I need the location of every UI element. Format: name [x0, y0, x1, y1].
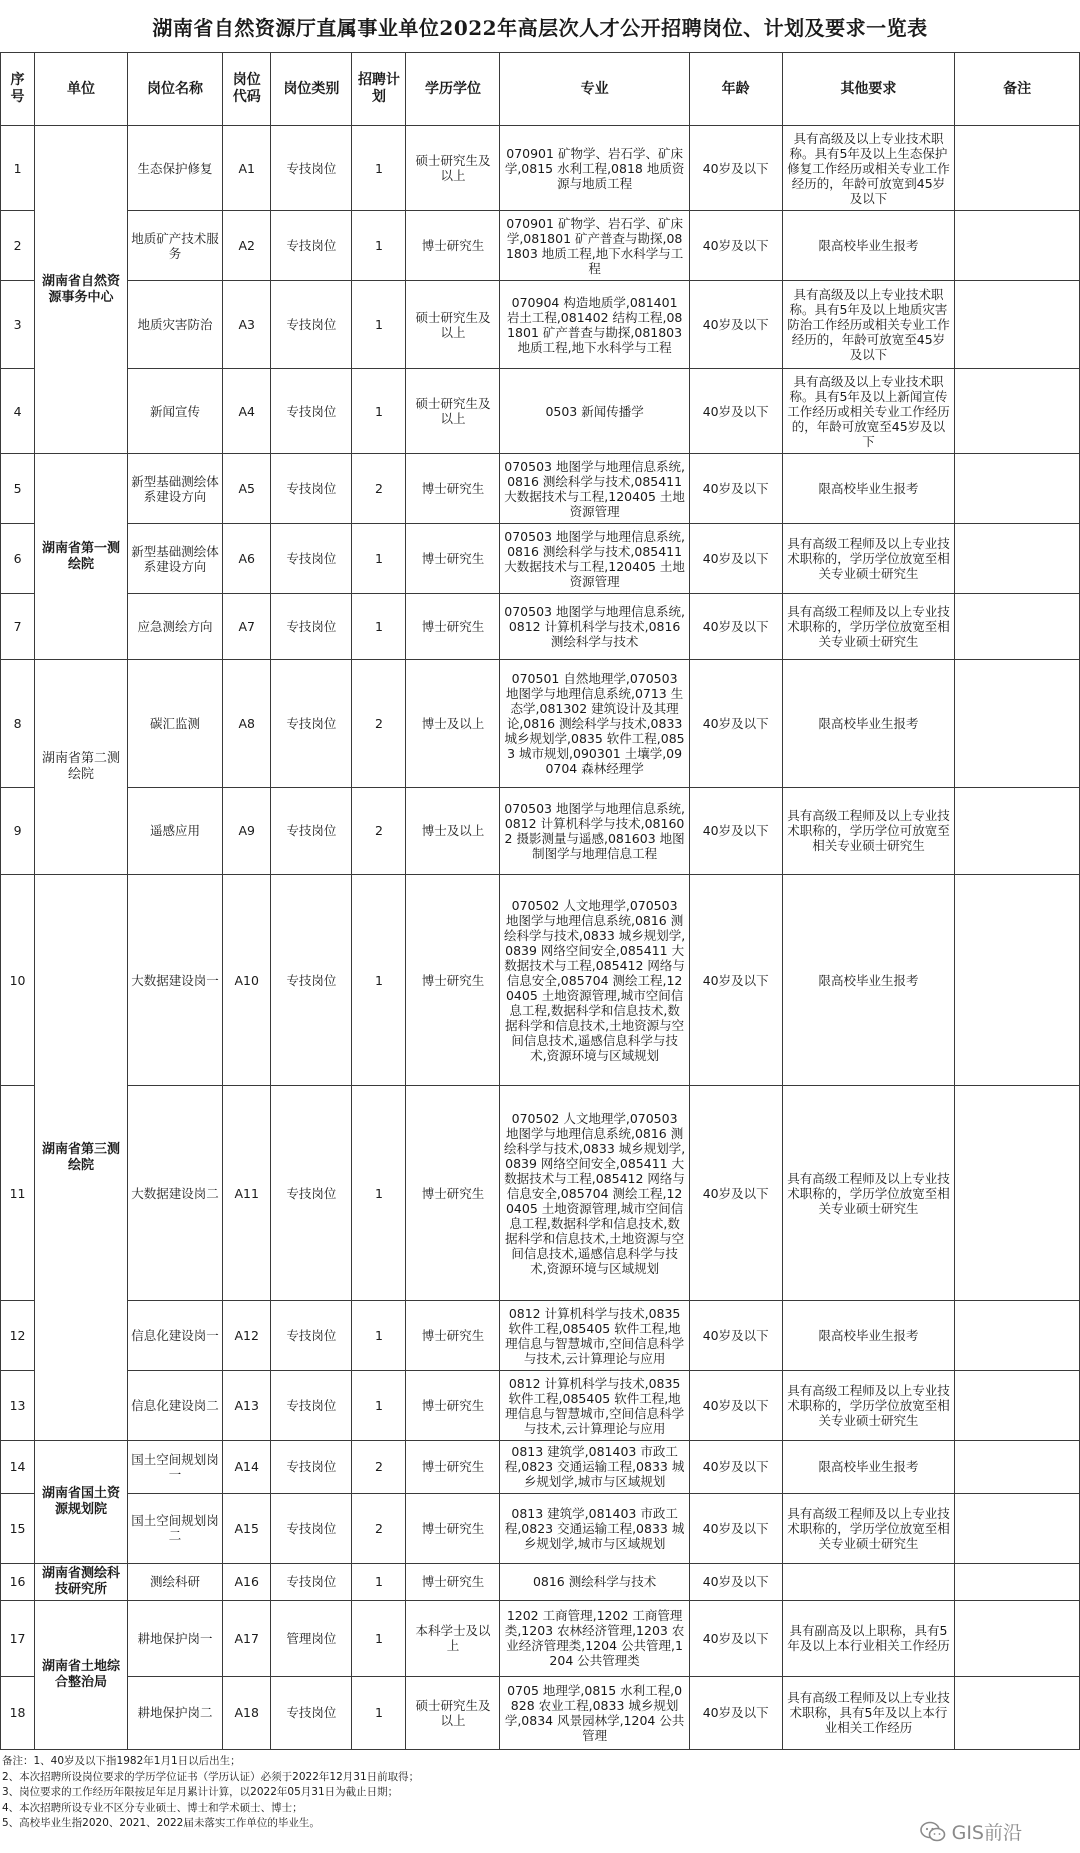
cell-position: 测绘科研: [127, 1563, 222, 1600]
cell-plan: 2: [352, 1493, 406, 1563]
cell-major: 0813 建筑学,081403 市政工程,0823 交通运输工程,0833 城乡规划学,城市与区域规划: [500, 1493, 689, 1563]
header-plan: 招聘计划: [352, 53, 406, 126]
cell-category: 专技岗位: [271, 1676, 352, 1749]
cell-age: 40岁及以下: [689, 594, 782, 660]
table-row: [1, 1301, 1080, 1371]
cell-code: A13: [223, 1371, 271, 1441]
cell-category: 专技岗位: [271, 126, 352, 211]
cell-code: A2: [223, 211, 271, 281]
cell-seq: 12: [1, 1301, 35, 1371]
cell-position: 碳汇监测: [127, 660, 222, 788]
cell-remark: [955, 660, 1080, 788]
cell-position: 大数据建设岗二: [127, 1086, 222, 1301]
cell-seq: 14: [1, 1441, 35, 1493]
cell-age: 40岁及以下: [689, 368, 782, 453]
cell-other: 限高校毕业生报考: [782, 1301, 955, 1371]
page-title: 湖南省自然资源厅直属事业单位2022年高层次人才公开招聘岗位、计划及要求一览表: [152, 15, 928, 40]
cell-degree: 博士研究生: [406, 524, 500, 594]
cell-unit: 湖南省第二测绘院: [35, 660, 128, 875]
cell-other: 具有副高及以上职称，具有5年及以上本行业相关工作经历: [782, 1600, 955, 1676]
cell-remark: [955, 211, 1080, 281]
cell-code: A9: [223, 787, 271, 874]
cell-plan: 1: [352, 1371, 406, 1441]
cell-major: 070901 矿物学、岩石学、矿床学,081801 矿产普查与勘探,081803 地质工程,地下水科学与工程: [500, 211, 689, 281]
cell-position: 信息化建设岗一: [127, 1301, 222, 1371]
cell-major: 070503 地图学与地理信息系统,0812 计算机科学与技术,0816 测绘科学与技术: [500, 594, 689, 660]
cell-code: A4: [223, 368, 271, 453]
cell-position: 地质矿产技术服务: [127, 211, 222, 281]
cell-remark: [955, 368, 1080, 453]
watermark-text: GIS前沿: [951, 1822, 1022, 1844]
cell-code: A12: [223, 1301, 271, 1371]
cell-unit: 湖南省自然资源事务中心: [35, 126, 128, 454]
cell-unit: 湖南省第三测绘院: [35, 875, 128, 1441]
header-row: [1, 53, 1080, 126]
wechat-icon: [920, 1821, 946, 1843]
table-row: [1, 1676, 1080, 1749]
footnote: 4、本次招聘所设专业不区分专业硕士、博士和学术硕士、博士；: [2, 1801, 303, 1814]
cell-degree: 博士研究生: [406, 1301, 500, 1371]
cell-degree: 博士研究生: [406, 1493, 500, 1563]
cell-plan: 2: [352, 660, 406, 788]
cell-remark: [955, 1371, 1080, 1441]
cell-seq: 13: [1, 1371, 35, 1441]
cell-plan: 1: [352, 1301, 406, 1371]
cell-category: 管理岗位: [271, 1600, 352, 1676]
cell-code: A11: [223, 1086, 271, 1301]
cell-remark: [955, 787, 1080, 874]
cell-major: 070503 地图学与地理信息系统,0816 测绘科学与技术,085411 大数据技术与工程,120405 土地资源管理: [500, 524, 689, 594]
cell-degree: 博士研究生: [406, 1371, 500, 1441]
cell-age: 40岁及以下: [689, 1563, 782, 1600]
table-row: [1, 281, 1080, 368]
cell-position: 耕地保护岗二: [127, 1676, 222, 1749]
header-remark: 备注: [955, 53, 1080, 126]
cell-seq: 16: [1, 1563, 35, 1600]
cell-remark: [955, 875, 1080, 1086]
cell-position: 国土空间规划岗一: [127, 1441, 222, 1493]
cell-other: 具有高级及以上专业技术职称。具有5年及以上地质灾害防治工作经历或相关专业工作经历的，年龄可放宽至45岁及以下: [782, 281, 955, 368]
cell-category: 专技岗位: [271, 1441, 352, 1493]
cell-category: 专技岗位: [271, 1563, 352, 1600]
cell-seq: 6: [1, 524, 35, 594]
header-other: 其他要求: [782, 53, 955, 126]
cell-code: A1: [223, 126, 271, 211]
cell-remark: [955, 1493, 1080, 1563]
cell-remark: [955, 1086, 1080, 1301]
cell-degree: 硕士研究生及以上: [406, 281, 500, 368]
cell-category: 专技岗位: [271, 660, 352, 788]
cell-category: 专技岗位: [271, 368, 352, 453]
cell-major: 070502 人文地理学,070503 地图学与地理信息系统,0816 测绘科学与技术,0833 城乡规划学,0839 网络空间安全,085411 大数据技术与工程,085412 网络与信息安全,085704 测绘工程,120405 土地资源管理,城市空间信息工程,数据科学和信息技术,数据科学和信息技术,土地资源与空间信息技术,遥感信息科学与技术,资源环境与区域规划: [500, 875, 689, 1086]
table-row: [1, 1493, 1080, 1563]
cell-code: A8: [223, 660, 271, 788]
table-row: [1, 594, 1080, 660]
footnotes: [2, 1754, 1078, 1832]
cell-seq: 5: [1, 454, 35, 524]
cell-remark: [955, 1600, 1080, 1676]
cell-degree: 硕士研究生及以上: [406, 368, 500, 453]
cell-category: 专技岗位: [271, 524, 352, 594]
cell-age: 40岁及以下: [689, 1493, 782, 1563]
cell-seq: 9: [1, 787, 35, 874]
cell-major: 1202 工商管理,1202 工商管理类,1203 农林经济管理,1203 农业经济管理类,1204 公共管理,1204 公共管理类: [500, 1600, 689, 1676]
cell-major: 070501 自然地理学,070503 地图学与地理信息系统,0713 生态学,081302 建筑设计及其理论,0816 测绘科学与技术,0833 城乡规划学,0835 软件工程,0853 城市规划,090301 土壤学,090704 森林经理学: [500, 660, 689, 788]
cell-remark: [955, 1563, 1080, 1600]
cell-plan: 2: [352, 1441, 406, 1493]
cell-degree: 博士研究生: [406, 211, 500, 281]
cell-unit: 湖南省土地综合整治局: [35, 1600, 128, 1749]
header-seq: 序号: [1, 53, 35, 126]
cell-position: 应急测绘方向: [127, 594, 222, 660]
cell-code: A3: [223, 281, 271, 368]
cell-other: 限高校毕业生报考: [782, 875, 955, 1086]
cell-age: 40岁及以下: [689, 1371, 782, 1441]
cell-other: 具有高级及以上专业技术职称。具有5年及以上生态保护修复工作经历或相关专业工作经历的，年龄可放宽到45岁及以下: [782, 126, 955, 211]
cell-unit: 湖南省国土资源规划院: [35, 1441, 128, 1563]
cell-seq: 17: [1, 1600, 35, 1676]
cell-degree: 博士研究生: [406, 1086, 500, 1301]
cell-other: 具有高级工程师及以上专业技术职称的，学历学位放宽至相关专业硕士研究生: [782, 1371, 955, 1441]
cell-plan: 1: [352, 368, 406, 453]
cell-age: 40岁及以下: [689, 1600, 782, 1676]
header-age: 年龄: [689, 53, 782, 126]
cell-major: 0503 新闻传播学: [500, 368, 689, 453]
cell-category: 专技岗位: [271, 1371, 352, 1441]
cell-plan: 1: [352, 875, 406, 1086]
cell-plan: 1: [352, 281, 406, 368]
cell-degree: 本科学士及以上: [406, 1600, 500, 1676]
cell-other: 具有高级工程师及以上专业技术职称的，学历学位放宽至相关专业硕士研究生: [782, 594, 955, 660]
table-row: [1, 368, 1080, 453]
cell-remark: [955, 1441, 1080, 1493]
table-row: [1, 1086, 1080, 1301]
cell-code: A17: [223, 1600, 271, 1676]
table-row: [1, 1563, 1080, 1600]
footnote: 3、岗位要求的工作经历年限按足年足月累计计算，以2022年05月31日为截止日期；: [2, 1786, 399, 1798]
cell-plan: 2: [352, 787, 406, 874]
cell-age: 40岁及以下: [689, 787, 782, 874]
cell-age: 40岁及以下: [689, 1676, 782, 1749]
cell-category: 专技岗位: [271, 281, 352, 368]
cell-category: 专技岗位: [271, 454, 352, 524]
cell-code: A5: [223, 454, 271, 524]
cell-other: 限高校毕业生报考: [782, 1441, 955, 1493]
cell-other: 具有高级工程师及以上专业技术职称的，学历学位放宽至相关专业硕士研究生: [782, 524, 955, 594]
cell-degree: 硕士研究生及以上: [406, 1676, 500, 1749]
cell-seq: 1: [1, 126, 35, 211]
cell-position: 信息化建设岗二: [127, 1371, 222, 1441]
cell-age: 40岁及以下: [689, 454, 782, 524]
cell-remark: [955, 1301, 1080, 1371]
cell-other: 限高校毕业生报考: [782, 211, 955, 281]
cell-plan: 1: [352, 1676, 406, 1749]
cell-code: A7: [223, 594, 271, 660]
cell-category: 专技岗位: [271, 787, 352, 874]
header-degree: 学历学位: [406, 53, 500, 126]
cell-seq: 4: [1, 368, 35, 453]
cell-degree: 博士研究生: [406, 1441, 500, 1493]
cell-seq: 7: [1, 594, 35, 660]
table-row: [1, 524, 1080, 594]
watermark: [920, 1818, 1022, 1845]
cell-position: 新型基础测绘体系建设方向: [127, 454, 222, 524]
cell-other: 具有高级工程师及以上专业技术职称的，学历学位放宽至相关专业硕士研究生: [782, 1493, 955, 1563]
cell-age: 40岁及以下: [689, 1301, 782, 1371]
cell-position: 国土空间规划岗二: [127, 1493, 222, 1563]
cell-age: 40岁及以下: [689, 1441, 782, 1493]
cell-plan: 1: [352, 126, 406, 211]
cell-plan: 2: [352, 454, 406, 524]
cell-plan: 1: [352, 1600, 406, 1676]
cell-major: 0813 建筑学,081403 市政工程,0823 交通运输工程,0833 城乡规划学,城市与区域规划: [500, 1441, 689, 1493]
cell-seq: 3: [1, 281, 35, 368]
cell-major: 070503 地图学与地理信息系统,0812 计算机科学与技术,081602 摄影测量与遥感,081603 地图制图学与地理信息工程: [500, 787, 689, 874]
cell-age: 40岁及以下: [689, 875, 782, 1086]
cell-major: 0816 测绘科学与技术: [500, 1563, 689, 1600]
cell-age: 40岁及以下: [689, 660, 782, 788]
cell-code: A18: [223, 1676, 271, 1749]
cell-position: 生态保护修复: [127, 126, 222, 211]
cell-code: A6: [223, 524, 271, 594]
cell-major: 070904 构造地质学,081401 岩土工程,081402 结构工程,081801 矿产普查与勘探,081803 地质工程,地下水科学与工程: [500, 281, 689, 368]
cell-major: 070502 人文地理学,070503 地图学与地理信息系统,0816 测绘科学与技术,0833 城乡规划学,0839 网络空间安全,085411 大数据技术与工程,085412 网络与信息安全,085704 测绘工程,120405 土地资源管理,城市空间信息工程,数据科学和信息技术,数据科学和信息技术,土地资源与空间信息技术,遥感信息科学与技术,资源环境与区域规划: [500, 1086, 689, 1301]
table-row: [1, 875, 1080, 1086]
cell-other: 具有高级及以上专业技术职称。具有5年及以上新闻宣传工作经历或相关专业工作经历的，年龄可放宽至45岁及以下: [782, 368, 955, 453]
cell-remark: [955, 281, 1080, 368]
cell-age: 40岁及以下: [689, 126, 782, 211]
cell-degree: 博士及以上: [406, 660, 500, 788]
cell-degree: 博士研究生: [406, 875, 500, 1086]
cell-other: 限高校毕业生报考: [782, 660, 955, 788]
cell-position: 大数据建设岗一: [127, 875, 222, 1086]
table-row: [1, 126, 1080, 211]
cell-other: 限高校毕业生报考: [782, 454, 955, 524]
table-row: [1, 211, 1080, 281]
cell-seq: 8: [1, 660, 35, 788]
cell-category: 专技岗位: [271, 1493, 352, 1563]
cell-code: A10: [223, 875, 271, 1086]
cell-degree: 博士研究生: [406, 1563, 500, 1600]
cell-degree: 博士及以上: [406, 787, 500, 874]
cell-category: 专技岗位: [271, 875, 352, 1086]
cell-code: A15: [223, 1493, 271, 1563]
cell-category: 专技岗位: [271, 1301, 352, 1371]
cell-remark: [955, 524, 1080, 594]
cell-other: 具有高级工程师及以上专业技术职称，具有5年及以上本行业相关工作经历: [782, 1676, 955, 1749]
cell-category: 专技岗位: [271, 211, 352, 281]
table-row: [1, 1600, 1080, 1676]
cell-position: 新闻宣传: [127, 368, 222, 453]
header-position: 岗位名称: [127, 53, 222, 126]
cell-seq: 15: [1, 1493, 35, 1563]
cell-plan: 1: [352, 594, 406, 660]
cell-major: 0705 地理学,0815 水利工程,0828 农业工程,0833 城乡规划学,0834 风景园林学,1204 公共管理: [500, 1676, 689, 1749]
header-major: 专业: [500, 53, 689, 126]
cell-remark: [955, 126, 1080, 211]
cell-remark: [955, 594, 1080, 660]
recruitment-table: [0, 52, 1080, 1750]
table-row: [1, 1441, 1080, 1493]
table-row: [1, 1371, 1080, 1441]
header-unit: 单位: [35, 53, 128, 126]
cell-major: 070901 矿物学、岩石学、矿床学,0815 水利工程,0818 地质资源与地质工程: [500, 126, 689, 211]
cell-degree: 硕士研究生及以上: [406, 126, 500, 211]
cell-remark: [955, 1676, 1080, 1749]
table-row: [1, 454, 1080, 524]
cell-code: A16: [223, 1563, 271, 1600]
cell-seq: 10: [1, 875, 35, 1086]
cell-major: 0812 计算机科学与技术,0835 软件工程,085405 软件工程,地理信息与智慧城市,空间信息科学与技术,云计算理论与应用: [500, 1371, 689, 1441]
cell-position: 新型基础测绘体系建设方向: [127, 524, 222, 594]
cell-plan: 1: [352, 1563, 406, 1600]
cell-seq: 2: [1, 211, 35, 281]
cell-seq: 18: [1, 1676, 35, 1749]
footnote: 2、本次招聘所设岗位要求的学历学位证书（学历认证）必须于2022年12月31日前取得；: [2, 1770, 420, 1783]
cell-other: 具有高级工程师及以上专业技术职称的，学历学位放宽至相关专业硕士研究生: [782, 1086, 955, 1301]
header-category: 岗位类别: [271, 53, 352, 126]
cell-unit: 湖南省测绘科技研究所: [35, 1563, 128, 1600]
cell-plan: 1: [352, 211, 406, 281]
footnote: 5、高校毕业生指2020、2021、2022届未落实工作单位的毕业生。: [2, 1817, 320, 1829]
cell-unit: 湖南省第一测绘院: [35, 454, 128, 660]
cell-other: [782, 1563, 955, 1600]
cell-code: A14: [223, 1441, 271, 1493]
cell-age: 40岁及以下: [689, 211, 782, 281]
cell-remark: [955, 454, 1080, 524]
cell-age: 40岁及以下: [689, 524, 782, 594]
cell-position: 遥感应用: [127, 787, 222, 874]
table-row: [1, 787, 1080, 874]
cell-category: 专技岗位: [271, 1086, 352, 1301]
cell-position: 地质灾害防治: [127, 281, 222, 368]
cell-position: 耕地保护岗一: [127, 1600, 222, 1676]
table-row: [1, 660, 1080, 788]
cell-degree: 博士研究生: [406, 454, 500, 524]
cell-other: 具有高级工程师及以上专业技术职称的，学历学位可放宽至相关专业硕士研究生: [782, 787, 955, 874]
cell-category: 专技岗位: [271, 594, 352, 660]
cell-degree: 博士研究生: [406, 594, 500, 660]
cell-age: 40岁及以下: [689, 281, 782, 368]
cell-seq: 11: [1, 1086, 35, 1301]
cell-age: 40岁及以下: [689, 1086, 782, 1301]
cell-plan: 1: [352, 524, 406, 594]
header-code: 岗位代码: [223, 53, 271, 126]
cell-major: 0812 计算机科学与技术,0835 软件工程,085405 软件工程,地理信息与智慧城市,空间信息科学与技术,云计算理论与应用: [500, 1301, 689, 1371]
footnote: 备注：1、40岁及以下指1982年1月1日以后出生；: [2, 1755, 241, 1767]
cell-plan: 1: [352, 1086, 406, 1301]
cell-major: 070503 地图学与地理信息系统,0816 测绘科学与技术,085411 大数据技术与工程,120405 土地资源管理: [500, 454, 689, 524]
